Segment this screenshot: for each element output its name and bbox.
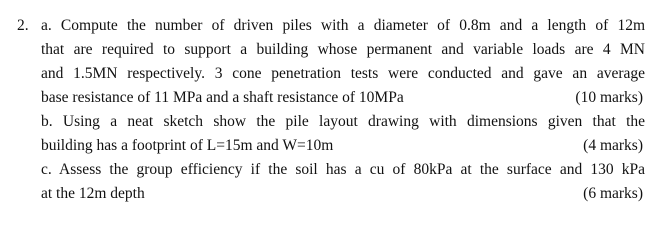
part-a-line-2: that are required to support a building whose permanent and variable loads are 4 MN (41, 41, 645, 58)
part-a-last-line (41, 86, 645, 110)
part-b-last-line (41, 134, 645, 158)
question-part-c (41, 158, 645, 206)
part-a-line-1: a. Compute the number of driven piles with a diameter of 0.8m and a length of 12m (41, 17, 645, 34)
part-b-marks: (4 marks) (583, 137, 643, 154)
part-c-last-text: at the 12m depth (41, 185, 145, 202)
part-c-marks: (6 marks) (583, 185, 643, 202)
question-part-b (41, 110, 645, 158)
part-b-line-1: b. Using a neat sketch show the pile layout drawing with dimensions given that the (41, 113, 645, 130)
part-a-line-3: and 1.5MN respectively. 3 cone penetration tests were conducted and gave an average (41, 65, 645, 82)
part-a-marks: (10 marks) (575, 89, 643, 106)
question-body (41, 14, 645, 206)
part-c-last-line (41, 182, 645, 206)
part-c-line-1: c. Assess the group efficiency if the soil has a cu of 80kPa at the surface and 130 kPa (41, 161, 645, 178)
part-b-last-text: building has a footprint of L=15m and W=10m (41, 137, 334, 154)
question-part-a (41, 14, 645, 110)
part-a-last-text: base resistance of 11 MPa and a shaft resistance of 10MPa (41, 89, 404, 106)
question-number: 2. (17, 17, 29, 34)
